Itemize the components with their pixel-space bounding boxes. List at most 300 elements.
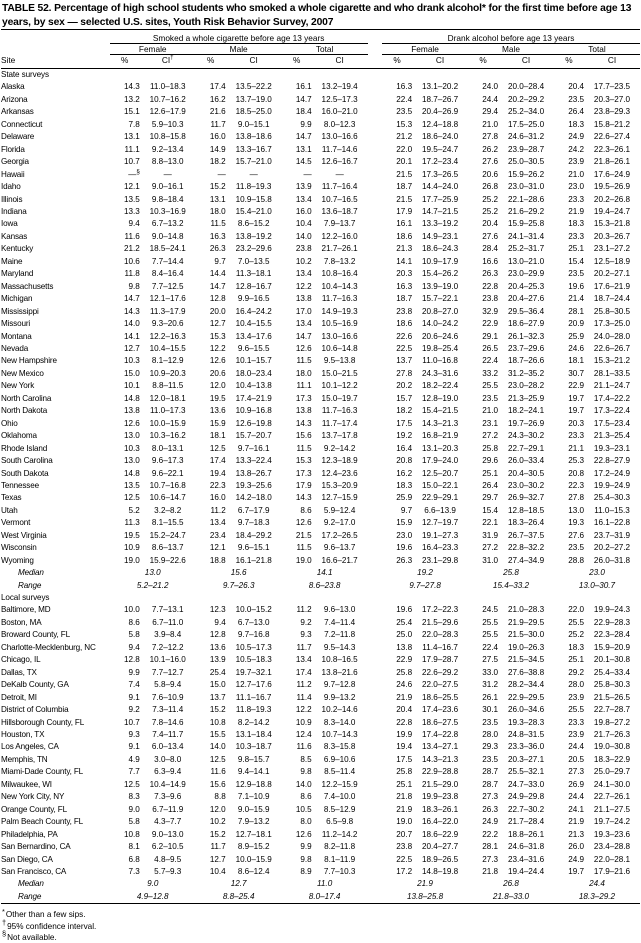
value-ci: 13.0–16.6 — [321, 132, 358, 142]
value-ci: 15.9–26.2 — [507, 169, 545, 179]
value-ci: 18.3–26.1 — [421, 804, 459, 814]
page-title: TABLE 52. Percentage of high school students who smoked a whole cigarette and who drank alcohol* for the first time before age 13 years, by sex — selected U.S. sites, Youth Risk Behavior Survey, 2007 — [2, 3, 632, 28]
value-ci: 13.1–20.3 — [421, 443, 459, 453]
value-percent: 7.8 — [128, 119, 140, 129]
value-percent: 23.5 — [482, 754, 499, 764]
value-ci: 9.5–14.3 — [323, 642, 356, 652]
value-percent: 18.8 — [209, 555, 226, 565]
value-percent: 16.1 — [396, 219, 413, 229]
value-percent: 8.9 — [300, 867, 312, 876]
value-ci: 14.0–24.2 — [421, 319, 459, 329]
value-percent: 11.4 — [296, 692, 312, 702]
value-percent: 16.2 — [396, 468, 413, 478]
value-ci: 20.6–24.6 — [421, 331, 459, 341]
summary-value: 21.9 — [417, 879, 433, 889]
value-percent: 16.4 — [396, 443, 413, 453]
value-percent: 11.6 — [210, 767, 226, 777]
value-ci: 3.2–8.2 — [154, 505, 182, 515]
summary-value: 15.4–33.2 — [492, 580, 530, 590]
value-ci: 10.3–16.2 — [149, 431, 186, 441]
value-percent: 26.2 — [482, 144, 499, 154]
column-header-ci-3: CI — [335, 55, 344, 65]
value-percent: 13.8 — [123, 406, 140, 416]
value-percent: 25.1 — [568, 244, 585, 254]
value-ci: 19.8–25.4 — [421, 343, 459, 353]
value-ci: 15.4–21.0 — [235, 206, 272, 216]
value-percent: 12.8 — [209, 294, 226, 304]
value-percent: 14.3 — [295, 418, 312, 428]
column-gap — [368, 754, 382, 766]
value-ci: 22.9–28.3 — [593, 617, 631, 627]
group-header-row — [1, 33, 640, 44]
site-name: Charlotte-Mecklenburg, NC — [1, 642, 96, 652]
value-ci: 5.8–9.4 — [154, 680, 182, 690]
value-ci: 9.0–13.0 — [151, 829, 184, 839]
value-ci: 23.0–28.2 — [507, 381, 545, 391]
value-percent: 23.5 — [482, 717, 499, 727]
summary-value: 23.0 — [589, 568, 605, 578]
value-ci: 14.3–21.3 — [421, 418, 459, 428]
table-row — [1, 231, 640, 243]
value-percent: 17.9 — [396, 206, 413, 216]
table-row — [1, 393, 640, 405]
site-name: Ohio — [1, 418, 18, 428]
value-ci: 24.1–30.0 — [593, 779, 631, 789]
value-percent: 22.1 — [482, 518, 499, 528]
value-ci: 14.2–18.0 — [235, 493, 272, 503]
value-percent: 11.5 — [296, 356, 312, 366]
value-percent: 22.4 — [396, 94, 413, 104]
value-ci: 19.3–23.1 — [593, 443, 631, 453]
summary-label: Median — [18, 879, 44, 889]
value-percent: 21.2 — [123, 244, 140, 254]
value-percent: 9.4 — [128, 219, 140, 229]
column-gap — [368, 131, 382, 143]
footnote-marker-dagger: † — [170, 54, 174, 62]
value-percent: 21.9 — [396, 804, 413, 814]
value-percent: 7.4 — [128, 680, 140, 690]
value-ci: 9.0–15.1 — [237, 119, 270, 129]
value-percent: 10.3 — [123, 356, 140, 366]
value-percent: 28.0 — [482, 730, 499, 740]
value-percent: 12.0 — [209, 804, 226, 814]
value-ci: 10.8–15.8 — [149, 132, 186, 142]
table-row — [1, 492, 640, 504]
value-ci: 7.7–10.3 — [323, 867, 356, 876]
value-ci: 13.8–21.6 — [321, 667, 358, 677]
range-row — [1, 891, 640, 904]
column-gap — [368, 854, 382, 866]
value-percent: 25.0 — [396, 630, 413, 640]
value-percent: 26.0 — [568, 842, 585, 852]
footnote-item — [2, 917, 641, 932]
value-ci: 10.6–14.8 — [321, 343, 358, 353]
column-gap — [368, 617, 382, 629]
site-name: Boston, MA — [1, 617, 42, 627]
value-ci: 8.8–11.5 — [152, 381, 184, 391]
value-percent: 13.0 — [568, 505, 585, 515]
value-percent: 28.1 — [568, 306, 585, 316]
value-ci: 13.8–18.6 — [235, 132, 272, 142]
value-ci: 17.4–21.9 — [235, 393, 272, 403]
value-percent: 13.1 — [123, 132, 140, 142]
value-ci: 21.5–26.5 — [593, 692, 631, 702]
value-percent: 11.7 — [210, 119, 226, 129]
value-ci: 7.7–12.5 — [151, 281, 184, 291]
column-gap — [368, 729, 382, 741]
value-percent: 10.3 — [123, 443, 140, 453]
value-ci: 15.0–21.5 — [321, 368, 358, 378]
site-name: Los Angeles, CA — [1, 742, 59, 752]
column-gap — [368, 94, 382, 106]
value-ci: 11.0–16.8 — [422, 356, 458, 366]
site-name: Kansas — [1, 231, 28, 241]
summary-value: 5.2–21.2 — [136, 580, 169, 590]
value-percent: 13.8 — [396, 642, 413, 652]
value-percent: 22.0 — [396, 144, 413, 154]
value-percent: 18.1 — [568, 356, 585, 366]
table-row — [1, 679, 640, 691]
value-percent: 7.3 — [128, 867, 140, 876]
table-row — [1, 281, 640, 293]
value-ci: 26.0–33.4 — [507, 456, 545, 466]
value-percent: 20.3 — [568, 418, 585, 428]
value-ci: 19.8–27.2 — [593, 717, 631, 727]
value-ci: 13.4–27.1 — [421, 742, 459, 752]
value-ci: 23.8–29.3 — [593, 107, 631, 117]
value-ci: 19.5–26.9 — [593, 182, 631, 192]
column-gap — [368, 368, 382, 380]
value-percent: 21.9 — [568, 206, 585, 216]
column-header-pct-4: % — [393, 55, 401, 65]
value-percent: 26.3 — [482, 804, 499, 814]
value-ci: 11.7–16.4 — [321, 182, 358, 192]
site-name: Hillsborough County, FL — [1, 717, 85, 727]
value-ci: 19.9–24.9 — [593, 480, 631, 490]
column-gap — [368, 169, 382, 181]
value-ci: 15.0–19.7 — [321, 393, 358, 403]
value-ci: 12.8–19.0 — [421, 393, 459, 403]
column-gap — [368, 218, 382, 230]
value-percent: 6.8 — [128, 854, 140, 864]
column-gap — [368, 380, 382, 392]
value-percent: 11.5 — [210, 219, 226, 229]
value-ci: 31.2–35.2 — [507, 368, 545, 378]
value-ci: 4.8–9.5 — [154, 854, 182, 864]
value-ci: 8.4–16.4 — [151, 269, 184, 279]
site-name: West Virginia — [1, 530, 47, 540]
value-percent: 21.2 — [396, 132, 413, 142]
value-ci: 13.5–22.2 — [235, 82, 272, 92]
value-percent: 16.0 — [209, 493, 226, 503]
value-ci: 10.1–12.2 — [321, 381, 358, 391]
value-ci: 7.1–10.9 — [237, 792, 270, 802]
site-name: New York — [1, 381, 35, 391]
value-ci: 10.7–16.8 — [149, 480, 186, 490]
bottom-rule — [1, 904, 640, 907]
site-name: Indiana — [1, 206, 27, 216]
value-ci: 16.4–24.2 — [235, 306, 272, 316]
value-ci: 13.1–20.2 — [421, 82, 459, 92]
value-percent: 24.1 — [568, 804, 585, 814]
column-gap — [368, 181, 382, 193]
column-gap — [368, 878, 382, 890]
value-ci: 21.5–29.0 — [421, 779, 459, 789]
value-ci: 21.5–30.0 — [507, 630, 545, 640]
value-percent: 21.5 — [396, 169, 413, 179]
table-row — [1, 81, 640, 93]
site-name: Tennessee — [1, 480, 39, 490]
value-percent: 15.4 — [568, 256, 585, 266]
value-ci: 9.0–16.1 — [151, 182, 184, 192]
value-percent: 27.5 — [482, 655, 499, 665]
value-ci: 22.6–27.4 — [593, 132, 631, 142]
value-ci: 9.8–15.7 — [237, 754, 270, 764]
value-ci: 7.3–9.6 — [154, 792, 182, 802]
value-ci: 12.7–17.6 — [235, 680, 272, 690]
value-ci: 10.0–15.9 — [149, 418, 186, 428]
value-ci: 10.4–14.3 — [321, 281, 358, 291]
value-percent: 12.4 — [295, 730, 312, 740]
column-gap — [368, 355, 382, 367]
value-percent: 24.4 — [568, 792, 585, 802]
value-ci: 17.4–23.6 — [421, 705, 459, 715]
site-name: Orange County, FL — [1, 804, 67, 814]
value-ci: 17.5–25.0 — [507, 119, 545, 129]
value-ci: 14.3–21.3 — [421, 754, 459, 764]
site-name: Arizona — [1, 94, 28, 104]
value-ci: 23.7–29.6 — [507, 343, 545, 353]
value-ci: 25.0–29.7 — [593, 767, 631, 777]
value-ci: 18.0–23.4 — [235, 368, 272, 378]
column-gap — [368, 804, 382, 816]
value-percent: 18.2 — [396, 406, 413, 416]
summary-label: Median — [18, 568, 44, 578]
value-percent: 17.2 — [396, 867, 413, 876]
value-ci: 18.3–22.9 — [593, 754, 631, 764]
value-ci: 7.0–13.5 — [237, 256, 270, 266]
value-ci: 12.6–16.7 — [321, 157, 358, 167]
value-percent: 13.1 — [295, 144, 312, 154]
site-name: Florida — [1, 144, 25, 154]
value-ci: 27.6–38.8 — [507, 667, 545, 677]
value-ci: 11.3–18.1 — [235, 269, 272, 279]
value-percent: 10.4 — [295, 219, 312, 229]
value-percent: 21.9 — [396, 692, 413, 702]
value-percent: 25.4 — [209, 667, 226, 677]
value-ci: 13.0–16.6 — [321, 331, 358, 341]
summary-value: 15.6 — [230, 568, 247, 578]
column-gap — [368, 816, 382, 828]
value-percent: 23.3 — [568, 717, 585, 727]
value-percent: 17.5 — [396, 418, 413, 428]
site-name: Alaska — [1, 82, 25, 92]
value-percent: 12.2 — [295, 705, 312, 715]
value-percent: 9.4 — [128, 642, 140, 652]
value-ci: 20.2–27.2 — [593, 543, 631, 553]
value-percent: 21.0 — [568, 169, 585, 179]
value-ci: 6.2–10.5 — [151, 842, 184, 852]
value-percent: 8.8 — [214, 792, 226, 802]
value-percent: 22.3 — [209, 480, 226, 490]
column-gap — [368, 281, 382, 293]
value-percent: 12.2 — [209, 343, 226, 353]
value-percent: 14.7 — [295, 331, 312, 341]
value-ci: 15.7–22.1 — [421, 294, 459, 304]
column-gap — [368, 692, 382, 704]
summary-label: Range — [18, 580, 42, 590]
summary-value: 11.0 — [317, 879, 333, 889]
value-percent: 19.7 — [568, 393, 585, 403]
value-percent: 13.4 — [295, 269, 312, 279]
value-ci: 17.3–22.4 — [593, 406, 631, 416]
value-ci: 21.9–29.5 — [507, 617, 545, 627]
value-percent: — — [217, 169, 226, 179]
subgroup-header-row — [1, 44, 640, 55]
value-percent: 17.4 — [209, 82, 226, 92]
value-percent: 27.8 — [568, 493, 585, 503]
value-percent: 21.9 — [568, 817, 585, 827]
table-row — [1, 617, 640, 629]
value-percent: 12.5 — [123, 493, 140, 503]
summary-value: 13.0 — [144, 568, 161, 578]
footnote-marker: † — [2, 917, 7, 927]
site-name: Rhode Island — [1, 443, 48, 453]
value-ci: 8.0–12.3 — [323, 119, 356, 129]
value-percent: 11.6 — [296, 742, 312, 752]
value-percent: 5.8 — [128, 630, 140, 640]
summary-value: 9.7–27.8 — [409, 580, 441, 590]
value-ci: 24.6–31.8 — [507, 842, 545, 852]
value-ci: 23.9–28.7 — [507, 144, 545, 154]
value-ci: 9.9–16.5 — [237, 294, 270, 304]
value-ci: 12.7–18.1 — [235, 829, 272, 839]
value-percent: 28.0 — [568, 680, 585, 690]
site-name: New York City, NY — [1, 792, 65, 802]
value-ci: 14.9–23.1 — [421, 231, 459, 241]
value-ci: 12.0–18.1 — [149, 393, 186, 403]
value-ci: 12.2–15.9 — [321, 779, 358, 789]
value-ci: 28.1–33.5 — [593, 368, 631, 378]
column-header-ci-4: CI — [435, 55, 445, 65]
value-ci: 20.3–27.0 — [593, 94, 631, 104]
value-percent: 18.3 — [568, 642, 585, 652]
value-ci: 11.7–16.3 — [321, 406, 358, 416]
value-percent: 25.5 — [482, 630, 499, 640]
value-percent: 20.3 — [396, 269, 413, 279]
value-ci: 21.7–26.3 — [593, 730, 631, 740]
value-percent: 9.3 — [300, 630, 312, 640]
section-header-row — [1, 592, 640, 604]
value-ci: 21.5–29.6 — [421, 617, 459, 627]
value-percent: 14.5 — [295, 157, 312, 167]
value-ci: 19.9–23.8 — [421, 792, 459, 802]
table-row — [1, 243, 640, 255]
value-ci: — — [335, 169, 344, 179]
value-percent: 13.6 — [209, 642, 226, 652]
site-name: Miami-Dade County, FL — [1, 767, 84, 777]
value-ci: 8.2–11.8 — [324, 842, 356, 852]
value-percent: 11.7 — [210, 842, 226, 852]
group-header-drank: Drank alcohol before age 13 years — [382, 33, 640, 44]
table-row — [1, 331, 640, 343]
site-name: New Mexico — [1, 368, 44, 378]
table-row — [1, 206, 640, 218]
value-ci: 6.7–13.0 — [237, 617, 270, 627]
value-percent: 11.6 — [124, 231, 140, 241]
value-percent: 23.5 — [568, 94, 585, 104]
value-ci: 19.4–24.4 — [507, 867, 545, 876]
column-gap — [368, 256, 382, 268]
value-ci: 7.7–12.7 — [151, 667, 184, 677]
value-ci: 18.6–22.9 — [421, 829, 459, 839]
summary-value: 19.2 — [417, 568, 433, 578]
value-ci: 22.9–29.5 — [507, 692, 545, 702]
value-percent: 22.3 — [568, 480, 585, 490]
table-row — [1, 741, 640, 753]
column-gap — [368, 119, 382, 131]
value-percent: 16.0 — [295, 206, 312, 216]
value-ci: 15.3–20.9 — [321, 480, 358, 490]
value-percent: 10.1 — [123, 381, 140, 391]
column-gap — [368, 468, 382, 480]
column-header-ci-5: CI — [521, 55, 531, 65]
section-title: Local surveys — [1, 593, 50, 603]
value-ci: 10.8–16.4 — [321, 269, 358, 279]
value-ci: 16.4–22.0 — [421, 817, 459, 827]
column-gap — [368, 542, 382, 554]
summary-value: 18.3–29.2 — [578, 891, 616, 901]
value-percent: 12.2 — [295, 281, 312, 291]
value-ci: 9.2–13.4 — [151, 144, 184, 154]
value-percent: 10.6 — [123, 256, 140, 266]
value-ci: 25.2–34.0 — [507, 107, 545, 117]
column-gap — [368, 418, 382, 430]
value-percent: 23.3 — [568, 231, 585, 241]
value-percent: 27.3 — [482, 854, 499, 864]
value-ci: 22.3–28.4 — [593, 630, 631, 640]
value-percent: 21.8 — [396, 792, 413, 802]
value-ci: 7.7–14.4 — [151, 256, 184, 266]
value-percent: 11.5 — [296, 543, 312, 553]
value-ci: 8.2–14.2 — [237, 717, 270, 727]
value-ci: 18.2–24.1 — [507, 406, 545, 416]
value-ci: 22.6–29.2 — [421, 667, 459, 677]
value-percent: 18.2 — [209, 157, 226, 167]
value-ci: 20.2–29.2 — [507, 94, 545, 104]
value-percent: 17.3 — [295, 468, 312, 478]
value-percent: 31.2 — [482, 680, 499, 690]
site-name: Mississippi — [1, 306, 39, 316]
value-percent: 12.7 — [209, 854, 226, 864]
value-percent: 23.4 — [209, 530, 226, 540]
column-header-site: Site — [1, 55, 16, 65]
site-name: Utah — [1, 505, 18, 515]
value-percent: 22.9 — [568, 381, 585, 391]
value-percent: 16.1 — [295, 82, 312, 92]
value-percent: 20.4 — [482, 219, 499, 229]
footnote-marker: * — [2, 906, 5, 916]
value-ci: 12.4–18.8 — [421, 119, 459, 129]
site-name: San Francisco, CA — [1, 867, 67, 876]
value-ci: 19.7–32.1 — [235, 667, 272, 677]
value-percent: 19.6 — [396, 605, 413, 615]
footnote-text: 95% confidence interval. — [7, 921, 97, 931]
value-ci: 7.9–13.7 — [323, 219, 356, 229]
value-percent: 26.4 — [482, 480, 499, 490]
value-ci: 9.8–18.4 — [151, 194, 184, 204]
value-percent: 17.0 — [295, 306, 312, 316]
